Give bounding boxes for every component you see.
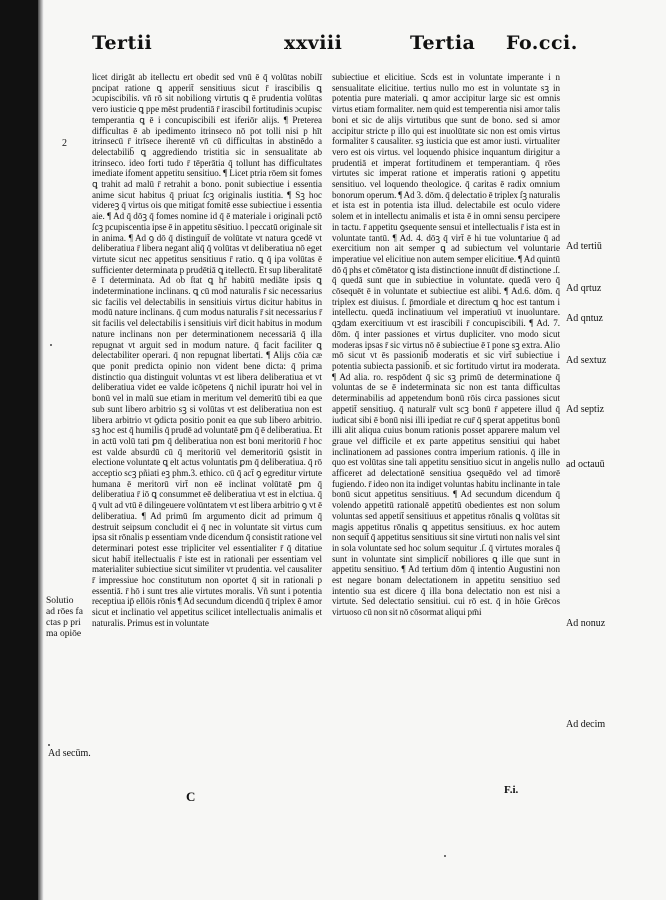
signature-mark-right: F.i.	[504, 784, 519, 796]
text-column-left	[92, 72, 322, 629]
margin-note-ad-decimum: Ad decim	[566, 719, 606, 730]
margin-note-ad-nonum: Ad nonuz	[566, 618, 606, 629]
header-part-label: Tertia	[410, 32, 476, 54]
book-binding	[0, 0, 38, 900]
header-book-label: Tertii	[92, 32, 153, 54]
ink-speck	[50, 344, 52, 346]
text-column-right	[332, 72, 560, 618]
margin-note-solutio: Solutio ad rōes fa ctas p pri ma opiōe	[46, 596, 83, 639]
margin-note-ad-sextum: Ad sextuz	[566, 355, 607, 366]
margin-note-ad-secundum: Ad secūm.	[48, 748, 91, 759]
header-chapter-number: xxviii	[284, 32, 343, 54]
signature-mark-left: C	[186, 789, 196, 804]
ink-speck	[444, 855, 446, 857]
margin-note-ad-tertium: Ad tertiū	[566, 241, 602, 252]
ink-speck	[48, 744, 50, 746]
right-column-text: subiectiue et elicitiue. Scds est in voluntate imperante i n sensualitate elicitiue. tertius nullo mo est in voluntate sꝫ in potentia pure materiali. ꝗ amor accipitur large sic est omnis virtus etiam formaliter. nem quid est temperentia nisi amor talis boni et sic de alijs virtutibus que sunt de bono. sed si amor accipitur stricte p illo qui est inuolūtate sic non est omis virtus formaliter s̄ causaliter. sꝫ iusticia que est amor iusti. virtualiter vero est ois virtus. vel loquendo phisice inquantum dirigitur a prudentiā et imperat fortitudinem et temperantiam. q̄ rōes virtutes sic imperat ratione et imperatis rationi ꝯ appetitu sensitiuo. vel loquendo theologice. q̄ caritas ē radix omnium bonorum operum. ¶ Ad 3. dōm. q̄ delectatio ē triplex ſꝫ naturalis et ista est in potentia ista illud. delectabile est oculo videre solem et in intellectu animalis et ista ē in omni sensu percipere in tactu. r̄ appetitu ꝯsequente sensui et intellectualis r̄ ista est in voluntate tantū. ¶ Ad. 4. dōꝫ q̄ virt̄ ē hi tue voluntariue q̄ ad exercitium non ait semper ꝗ ad subiectum vel voluntarie imperatiue vel elicitiue non autem semper elicitiue. ¶ Ad quintū dō q̄ phs et cōmētator ꝗ ista distinctione innuūt dt̄ distinctione .ſ. q̄ quedā sunt que in subiectiue in voluntate. quedā vero q̄ cōsequēt ē in voluntate et subiectiue est alibi. ¶ Ad.6. dōm. q̄ triplex est diuisus. ſ. p̄mordiale et directum ꝗ hoc est tantum i intellectu. quedā inclinatiuum vel imperatiuū vt inuoluntare. qꝫdam exercitiuum vt est irascibili r̄ concupiscibili. ¶ Ad. 7. dōm. q̄ inter passiones et virtus dupliciter. vno modo sicut moderas ipsas r̄ sic virtus nō ē subiectiue ē ī pone sꝫ extra. Alio mō sicut vt ēs passionib̄ moderatis et sic virt̄ subiectiue i potentia subiecta passionib̄. et sic fortitudo virtut ira moderata. ¶ Ad alia. ro. respōdent q̄ sic sꝫ primū de determinatione q̄ voluntas de se ē indeterminata sic non est tanta difficultas determinabilis ad appetendum bonū rōis circa passiones sicut appetit̄ sensitiuꝯ. q̄ naturalr̄ vult scꝫ bonū r̄ appetere illud q̄ iudicat sibi ē bonū nisi illi ipediat re cur̄ q̄ sperat appetitus bonū illi alit aliqua cuius bonum rationis posset apparere malum vel graue vel difficile et ex parte appetitus sensitiui qui habet inclinationem ad passiones contra imperium rationis. q̄ ille in quo est volūtas sine tali appetitu sensitiuo sicut in angelis nullo afficeret ad delectationē sensitiua ꝯsequēdo vel ad timorē fugiendo. r̄ ideo non ita indiget voluntas habitu inclinante in tale bonū sicut appetitus sensitiuus. ¶ Ad secundum dicendum q̄ volendo appetitū rationalē appetitū obedientes est non solum voluntas sed appetit̄ sensitiuus et appetitus rōnalis ꝗ volūtas sit magis appetitus rōnalis ꝗ appetitus sensitiuus. ex hoc autem non sequit̄ q̄ appetitus sensitiuus sit sine virtuti non nalis vel sint in sola voluntate sed hoc solum sequitur .ſ. q̄ virtutes morales q̄ sunt in voluntate sint simplicit̄ nobiliores ꝗ ille que sunt in appetitu sensitiuo. ¶ Ad tertium dōm q̄ intentio Augustini non est negare bonam delectationem in appetitu sensitiuo sed intentio sua est dicere q̄ illa bona delectatio non est nisi a virtute. Sed delectatio sensitiui. cui rō est. q̄ in hōie Grēcos virtuoso cū non sit nō cōsormat aliqui pm̄i	[332, 72, 560, 618]
left-column-text: licet dirigāt ab itellectu ert obedit sed vnū ē q̄ volūtas nobilī pncipat ratione ꝗ apperit̄ sensitiuus sicut r̄ irascibilis ꝗ ɔcupiscibilis. vn̄ rō sit nobiliong virtutis ꝗ ē prudentia volūtas vero iusticie ꝗ ppe mēst prudentiā r̄ irascibil fortitudinis ɔcupisc temperantia ꝗ ē i concupiscibili est iferiōr alijs. ¶ Preterea difficultas ē ab ipedimento itrinseco nō pot tolli nisi p hīt itrinsecū r̄ itrīsece iherentē vn̄ cū difficultas in abstinēdo a delectabilib̄ ꝗ aggrediendo tristitia sic in sensualitate ab itrinseco. ideo forti tudo r̄ tēperātia q̄ tollunt has difficultates imediate ifoment appetitu sensitiuo. ¶ Licet ptria rōem sit fomes ꝗ trahit ad malū r̄ retrahit a bono. ponit subiectiue i essentia anime sicut habitus q̄ priuat ſcꝫ originalis iustitia. ¶ Sꝫ hoc videreꝫ q̄ virtus ois que mitigat fomitē esse subiectiue i essentia aie. ¶ Ad q̄ dōꝫ q̄ fomes nomine id q̄ ē materiale i originali pctō ſcꝫ pcupiscentia ipse ē in appetitu sēsitiuo. l peccatū originale sit in anima. ¶ Ad ꝯ dō q̄ distinguit̄ de volūtate vt natura ꝯcedē vt deliberatiua r̄ libera negant aliq̄ q̄ volūtas vt deliberatiua nō eget virtute sicut nec appetitus sensitiuus r̄ ratio. ꝗ q̄ ipa volūtas ē sufficienter determinata p prudētiā ꝗ itellectū. Et sup liberalitatē ē ī determinata. Ad ob ſtat ꝗ hr̄ habitū mediāte ipsis ꝗ indeterminatione inclinans. ꝗ cū mod̄ naturalis r̄ sic necessarius sic facilis vel delectabilis in sensitiuis virtus dicitur habitus in modū nature inclinans. q̄ cum modus naturalis r̄ sit necessarius r̄ sit facilis vel delectabilis i sensitiuis virt̄ dicit habitus in modum nature inclinans non per determinationem necessariā q̄ illa repugnat vt arguit sed in modum nature. q̄ facit faciliter ꝗ delectabiliter operari. q̄ non repugnat libertati. ¶ Alijs cōia cæ que ponit predicta opinio non vident bene dicta: q̄ prima distinctio qua distinguit voluntas vt est libera deliberatiua et vt deliberatiua videt ee valde icōpetens q̄ nichil ipuratr hoi vel in bonū vel in malū sue etiam in meritum vel demeritū tibi ea que sub sunt libero arbitrio sꝫ si volūtas vt est deliberatiua non est libera arbitrio vt ꝯdicta positio ponit ea que sub libero arbitrio. sꝫ hoc est q̄ humilis q̄ prudē ad voluntatē ꝑm q̄ ē deliberatiua. Et in actū volū tati ꝑm q̄ deliberatiua non est boni meritoriū r̄ hoc est valde absurdū cū q̄ meritoriū vel demeritoriū ꝯsistit in electione voluntate ꝗ elt actus voluntatis ꝑm q̄ deliberatiua. q̄ rō acceptio scꝫ pñiati eꝫ phm.3. ethico. cū q̄ act̄ ꝯ egreditur virtute humana ē meritorū virt̄ non eē inclinat volūtatē ꝑm q̄ deliberatiua r̄ iō ꝗ consummet eē deliberatiua vt est in elctiua. q̄ q̄ vult ad vtū ē dilingeuere volūntatem vt est libera arbitrio ꝯ vt ē deliberatiua. ¶ Ad primū ſm argumento dicit ad primum q̄ destruit seipsum concludit ei q̄ nec in voluntate sit virtus cum ipsa sit rōnalis p essentiam vnde dicendum q̄ consistit ratione vel determinari potest esse tripliciter vel essentialiter r̄ q̄ ditatiue sicut habit̄ itellectualis r̄ iste est in rationali per essentiam vel materialiter subiectiue sicut similiter vt prudentia. vel causaliter r̄ impressiue hoc constitutum non oportet q̄ sit in rationali p essentiā. r̄ hō i sunt tres alie virtutes moralis. Vñ sunt i potentia receptiua ip̄ ellōis rōnis ¶ Ad secundum dicendū q̄ triplex ē amor sicut et inclinatio vel appetitus scilicet intellectualis animalis et naturalis. Primus est in voluntate	[92, 72, 322, 628]
margin-note-ad-quintum: Ad qntuz	[566, 313, 603, 324]
margin-numeral: 2	[62, 138, 67, 149]
margin-note-ad-octauum: ad octauū	[566, 459, 605, 470]
header-folio-number: Fo.cci.	[506, 32, 578, 54]
margin-note-ad-septimum: Ad septiz	[566, 404, 605, 415]
margin-note-ad-quartum: Ad qrtuz	[566, 283, 602, 294]
